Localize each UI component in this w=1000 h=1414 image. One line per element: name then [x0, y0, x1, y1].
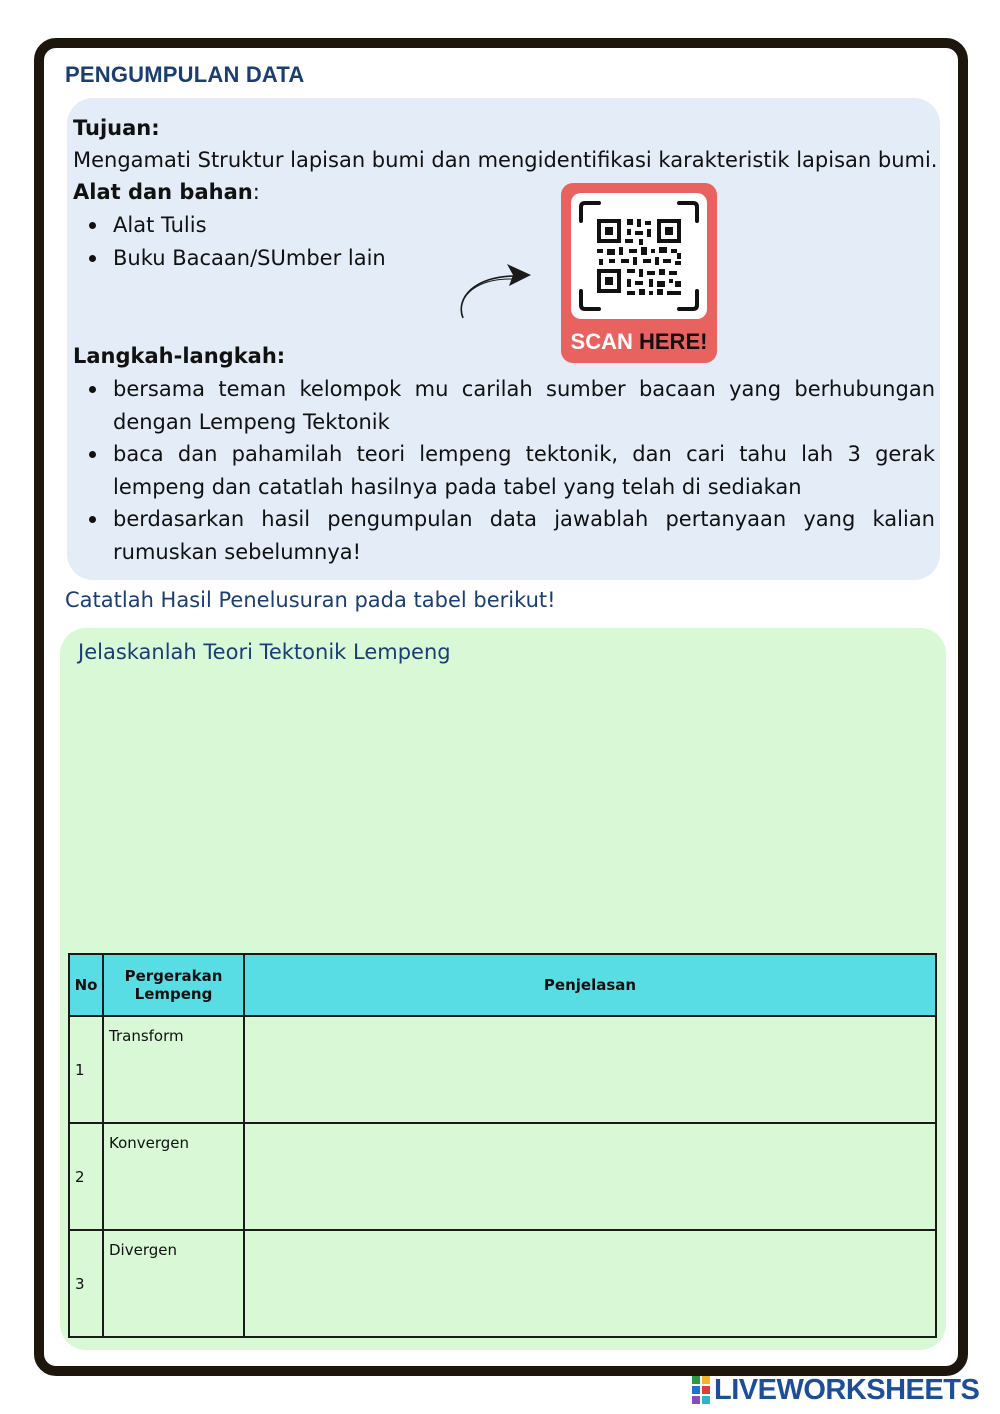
table-row: [69, 1016, 936, 1123]
instructions-panel: [67, 98, 940, 580]
header-explanation: Penjelasan: [244, 954, 936, 1016]
header-no: No: [69, 954, 103, 1016]
logo-grid-icon: [692, 1376, 710, 1404]
row-number: 2: [69, 1123, 103, 1230]
liveworksheets-logo[interactable]: [692, 1374, 979, 1406]
header-movement: [103, 954, 244, 1016]
curved-arrow-icon: [455, 258, 535, 324]
answer-text-area[interactable]: [74, 678, 932, 943]
table-row: [69, 1230, 936, 1337]
table-caption: Catatlah Hasil Penelusuran pada tabel berikut!: [65, 588, 556, 612]
plate-movement-table: [68, 953, 937, 1338]
materials-colon: :: [252, 180, 260, 204]
row-number: 1: [69, 1016, 103, 1123]
qr-code-area: [571, 193, 707, 319]
logo-text: LIVEWORKSHEETS: [714, 1373, 980, 1406]
answer-panel: [60, 628, 946, 1350]
header-movement-line1: Pergerakan: [124, 967, 223, 985]
here-word: HERE!: [639, 329, 708, 354]
list-item: berdasarkan hasil pengumpulan data jawablah pertanyaan yang kalian rumuskan sebelumnya!: [73, 503, 935, 568]
list-item: Alat Tulis: [73, 209, 386, 242]
row-movement: Divergen: [103, 1230, 244, 1337]
materials-heading-line: [73, 176, 260, 208]
scan-word: SCAN: [570, 329, 633, 354]
materials-heading: Alat dan bahan: [73, 180, 253, 204]
row-number: 3: [69, 1230, 103, 1337]
row-movement: Transform: [103, 1016, 244, 1123]
list-item: Buku Bacaan/SUmber lain: [73, 242, 386, 275]
qr-scan-card[interactable]: [561, 183, 717, 363]
row-explanation-input[interactable]: [244, 1230, 936, 1337]
steps-heading: Langkah-langkah:: [73, 344, 286, 368]
objective-text: Mengamati Struktur lapisan bumi dan mengidentifikasi karakteristik lapisan bumi.: [73, 148, 938, 172]
table-header-row: [69, 954, 936, 1016]
answer-panel-title: Jelaskanlah Teori Tektonik Lempeng: [78, 640, 451, 664]
list-item: bersama teman kelompok mu carilah sumber bacaan yang berhubungan dengan Lempeng Tektonik: [73, 373, 935, 438]
scan-here-label: [561, 329, 717, 355]
header-movement-line2: Lempeng: [134, 985, 213, 1003]
table-row: [69, 1123, 936, 1230]
row-explanation-input[interactable]: [244, 1123, 936, 1230]
row-movement: Konvergen: [103, 1123, 244, 1230]
list-item: baca dan pahamilah teori lempeng tektonik, dan cari tahu lah 3 gerak lempeng dan catatlah hasilnya pada tabel yang telah di sediakan: [73, 438, 935, 503]
qr-code-icon: [571, 193, 707, 319]
materials-list: [73, 209, 386, 274]
steps-list: [73, 373, 935, 568]
section-title: PENGUMPULAN DATA: [65, 62, 305, 87]
objective-heading: Tujuan:: [73, 116, 160, 140]
row-explanation-input[interactable]: [244, 1016, 936, 1123]
